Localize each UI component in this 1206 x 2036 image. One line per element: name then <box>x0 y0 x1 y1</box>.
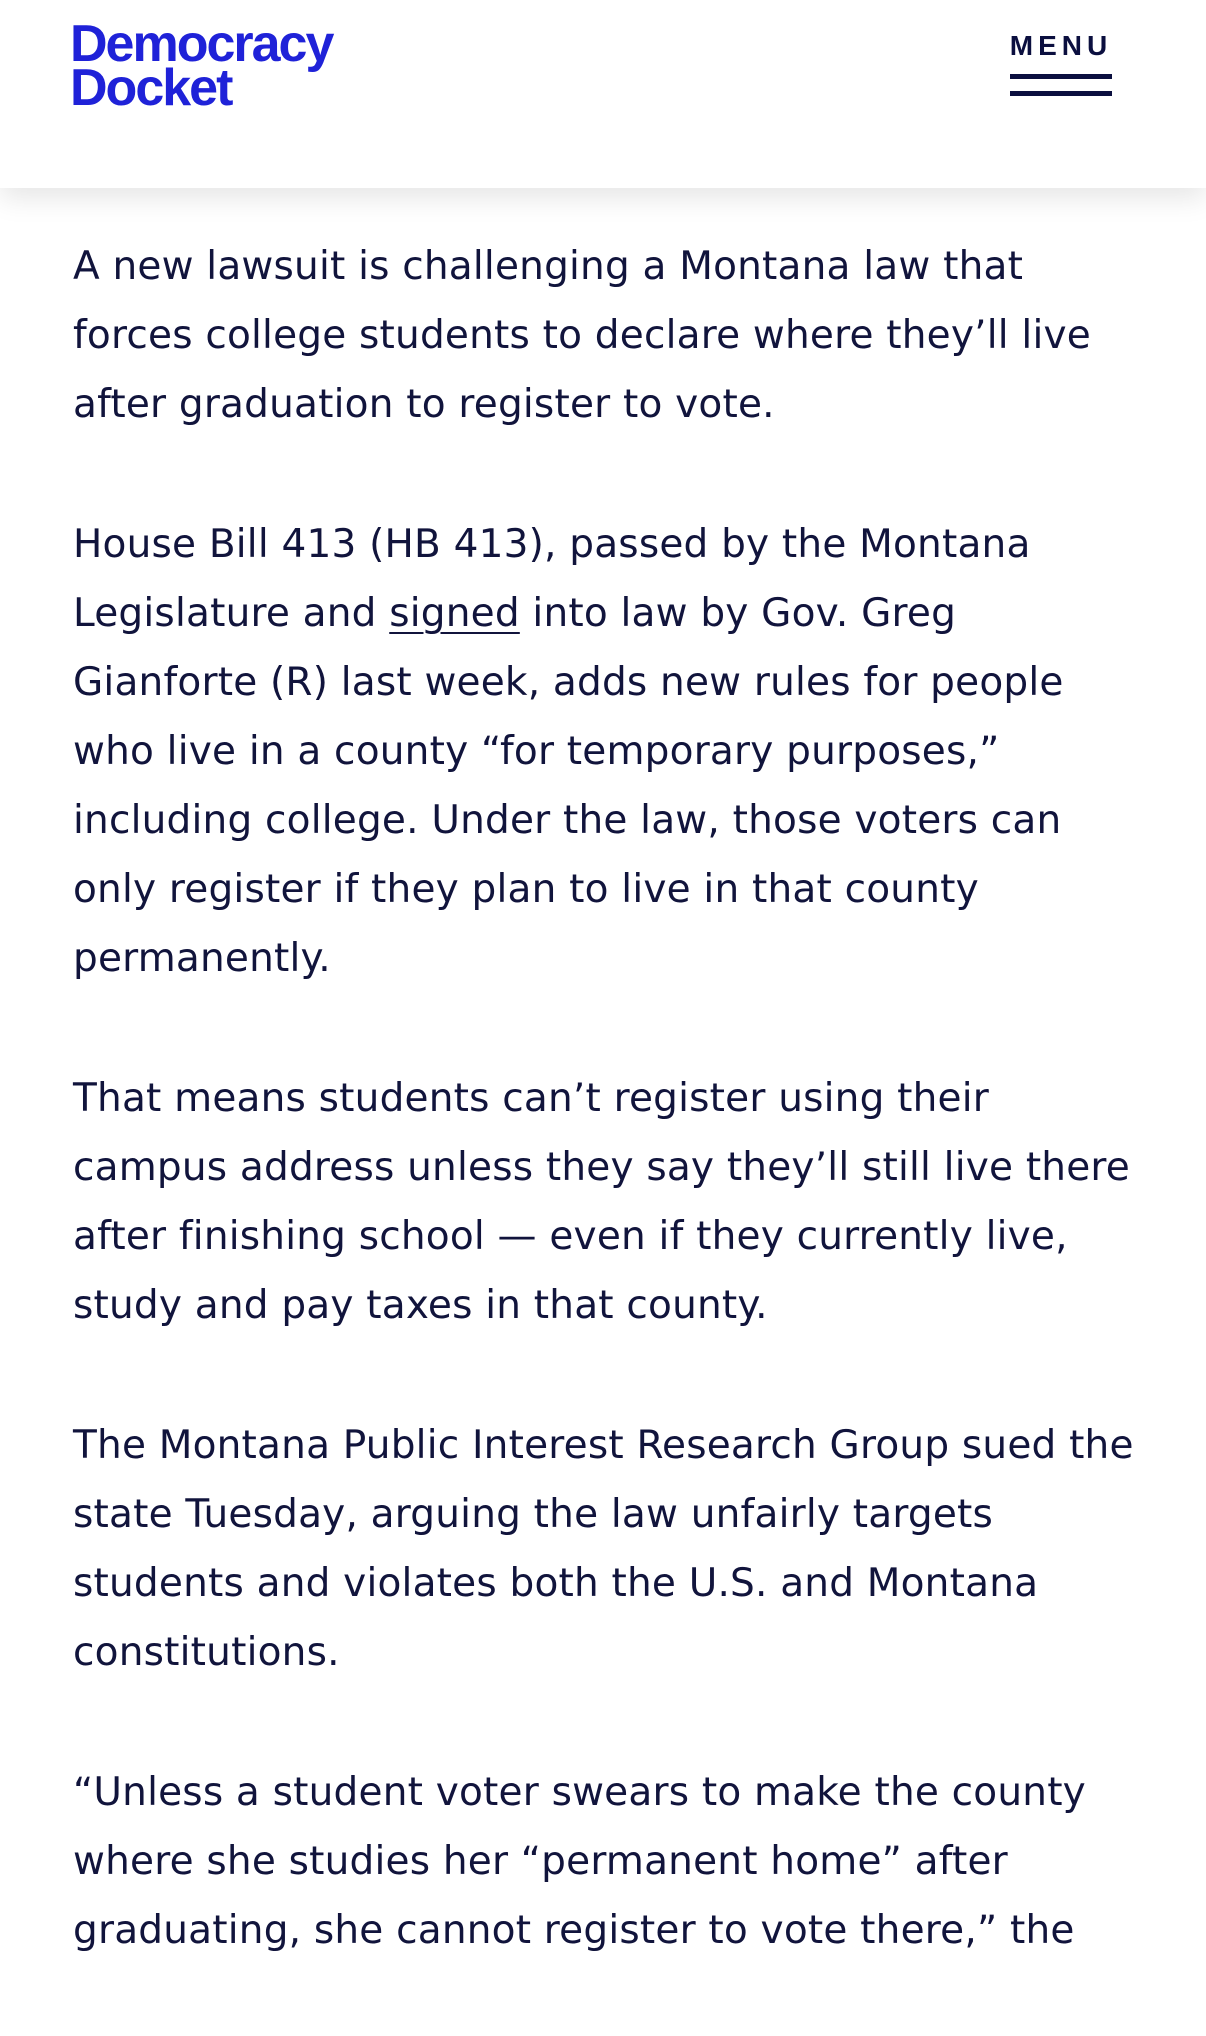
signed-link[interactable]: signed <box>389 591 520 636</box>
article-paragraph-3: That means students can’t register using their campus address unless they say they’ll still live there after finishing school — even if they currently live, study and pay taxes in that county. <box>73 1076 1130 1328</box>
hamburger-bar-top <box>1010 74 1112 79</box>
article-paragraph-4: The Montana Public Interest Research Group sued the state Tuesday, arguing the law unfairly targets students and violates both the U.S. and Montana constitutions. <box>73 1423 1134 1675</box>
logo-line-1: Democracy <box>70 15 333 73</box>
menu-button[interactable] <box>1008 30 1114 102</box>
hamburger-bar-bottom <box>1010 91 1112 96</box>
article-paragraph-5: “Unless a student voter swears to make the county where she studies her “permanent home” after graduating, she cannot register to vote there,” the <box>73 1770 1086 1953</box>
democracy-docket-logo[interactable] <box>70 15 333 117</box>
hamburger-icon <box>1010 74 1112 96</box>
article-paragraph-2 <box>73 510 1143 993</box>
logo-line-2: Docket <box>70 59 232 117</box>
site-header <box>0 0 1206 188</box>
paragraph-2-text-after-link: into law by Gov. Greg Gianforte (R) last week, adds new rules for people who live in a county “for temporary purposes,” including college. Under the law, those voters can only register if they plan to live in that county permanently. <box>73 591 1064 981</box>
paragraph-2-text-before-link: House Bill 413 (HB 413), passed by the Montana Legislature and <box>73 522 1031 636</box>
menu-label: MENU <box>1009 30 1113 61</box>
article-paragraph-1: A new lawsuit is challenging a Montana law that forces college students to declare where they’ll live after graduation to register to vote. <box>73 244 1091 427</box>
article-body <box>73 232 1143 2036</box>
